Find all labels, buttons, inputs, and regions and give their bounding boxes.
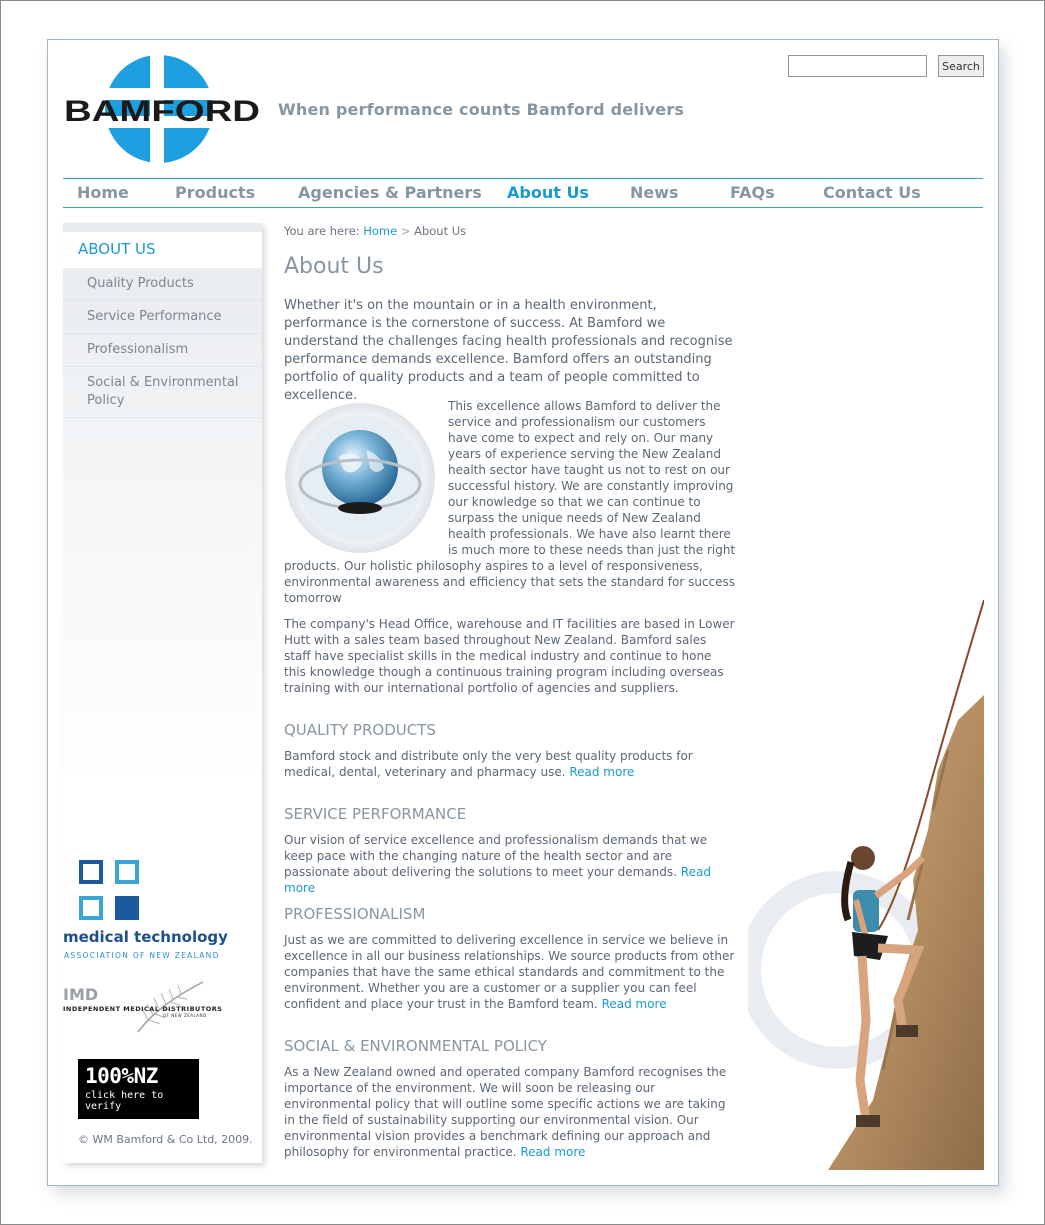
section-body-social-environmental-policy: As a New Zealand owned and operated company Bamford recognises the importance of the environment. We will soon be releasing our environmental policy that will outline some specific actions we are taking in the field of sustainability supporting our environmental vision. Our environmental vision provides a benchmark defining our approach and philosophy for environmental practice. xyxy=(284,1065,727,1159)
imd-subtitle-2: OF NEW ZEALAND xyxy=(163,1013,207,1018)
breadcrumb xyxy=(284,224,466,238)
nav-agencies-partners[interactable]: Agencies & Partners xyxy=(298,183,482,202)
nav-products[interactable]: Products xyxy=(175,183,256,202)
page-title: About Us xyxy=(284,254,384,279)
globe-stethoscope-image xyxy=(284,402,436,554)
section-heading-professionalism: PROFESSIONALISM xyxy=(284,905,426,923)
breadcrumb-home[interactable]: Home xyxy=(363,224,398,238)
sidebar-heading[interactable]: ABOUT US xyxy=(63,232,262,268)
nz-badge-title: 100%NZ xyxy=(85,1064,158,1088)
section-body-quality-products: Bamford stock and distribute only the very best quality products for medical, dental, veterinary and pharmacy use. xyxy=(284,749,693,779)
nz-badge-link[interactable]: click here to verify xyxy=(85,1090,164,1112)
section-text-professionalism xyxy=(284,932,736,1012)
section-heading-social-environmental-policy: SOCIAL & ENVIRONMENTAL POLICY xyxy=(284,1037,547,1055)
read-more-link[interactable]: Read more xyxy=(601,997,667,1011)
search-button[interactable]: Search xyxy=(938,55,984,77)
nav-news[interactable]: News xyxy=(630,183,679,202)
excellence-paragraph-continued: products. Our holistic philosophy aspires to a level of responsiveness, environmental awareness and efficiency that sets the standard for success tomorrow xyxy=(284,559,736,605)
section-text-social-environmental-policy xyxy=(284,1064,736,1160)
section-body-service-performance: Our vision of service excellence and professionalism demands that we keep pace with the changing nature of the health sector and are passionate about delivering the solutions to meet your demands. xyxy=(284,833,708,879)
breadcrumb-prefix: You are here: xyxy=(284,224,360,238)
mta-logo[interactable] xyxy=(63,860,238,962)
tagline: When performance counts Bamford delivers xyxy=(278,100,685,119)
main-nav xyxy=(63,178,983,208)
section-body-professionalism: Just as we are committed to delivering excellence in service we believe in excellence in all our business relationships. We source products from other companies that have the same ethical standards and commitment to the environment. Whether you are a customer or a supplier you can feel confident and place your trust in the Bamford team. xyxy=(284,933,735,1011)
breadcrumb-current: About Us xyxy=(414,224,467,238)
read-more-link[interactable]: Read more xyxy=(284,865,711,895)
mta-subtitle: ASSOCIATION OF NEW ZEALAND xyxy=(64,951,220,960)
rock-climber-image xyxy=(748,600,984,1170)
nav-contact-us[interactable]: Contact Us xyxy=(823,183,921,202)
imd-title: IMD xyxy=(63,985,99,1004)
sidebar-item-professionalism[interactable]: Professionalism xyxy=(63,334,262,367)
nz-verify-badge[interactable] xyxy=(78,1059,199,1119)
section-text-service-performance xyxy=(284,832,736,896)
logo-wordmark: BAMFORD xyxy=(64,95,260,128)
sidebar-item-service-performance[interactable]: Service Performance xyxy=(63,301,262,334)
breadcrumb-separator: > xyxy=(400,224,411,238)
search-input[interactable] xyxy=(788,55,927,77)
mta-title: medical technology xyxy=(63,928,228,946)
sidebar-item-quality-products[interactable]: Quality Products xyxy=(63,268,262,301)
imd-subtitle: INDEPENDENT MEDICAL DISTRIBUTORS xyxy=(63,1005,223,1013)
bamford-logo[interactable] xyxy=(62,54,262,166)
section-text-quality-products xyxy=(284,748,736,780)
read-more-link[interactable]: Read more xyxy=(569,765,635,779)
sidebar-item-social-environmental-policy[interactable]: Social & Environmental Policy xyxy=(63,367,262,418)
copyright: © WM Bamford & Co Ltd, 2009. xyxy=(78,1133,253,1146)
excellence-paragraph: This excellence allows Bamford to deliver the service and professionalism our customers have come to expect and rely on. Our many years of experience serving the New Zealand health sector have taught us not to rest on our successful history. We are constantly improving our knowledge so that we can continue to surpass the unique needs of New Zealand health professionals. We have also learnt there is much more to these needs than just the right xyxy=(448,399,736,557)
nav-home[interactable]: Home xyxy=(77,183,129,202)
page-container xyxy=(47,39,999,1186)
head-office-paragraph: The company's Head Office, warehouse and IT facilities are based in Lower Hutt with a sales team based throughout New Zealand. Bamford sales staff have specialist skills in the medical industry and continue to hone this knowledge though a continuous training program including overseas training with our international portfolio of agencies and suppliers. xyxy=(284,617,735,695)
section-heading-service-performance: SERVICE PERFORMANCE xyxy=(284,805,467,823)
nav-about-us[interactable]: About Us xyxy=(507,183,589,202)
section-heading-quality-products: QUALITY PRODUCTS xyxy=(284,721,436,739)
nav-faqs[interactable]: FAQs xyxy=(730,183,775,202)
read-more-link[interactable]: Read more xyxy=(520,1145,586,1159)
intro-paragraph: Whether it's on the mountain or in a health environment, performance is the cornerstone of success. At Bamford we understand the challenges facing health professionals and recognise performance demands excellence. Bamford offers an outstanding portfolio of quality products and a team of people committed to excellence. xyxy=(284,298,733,403)
